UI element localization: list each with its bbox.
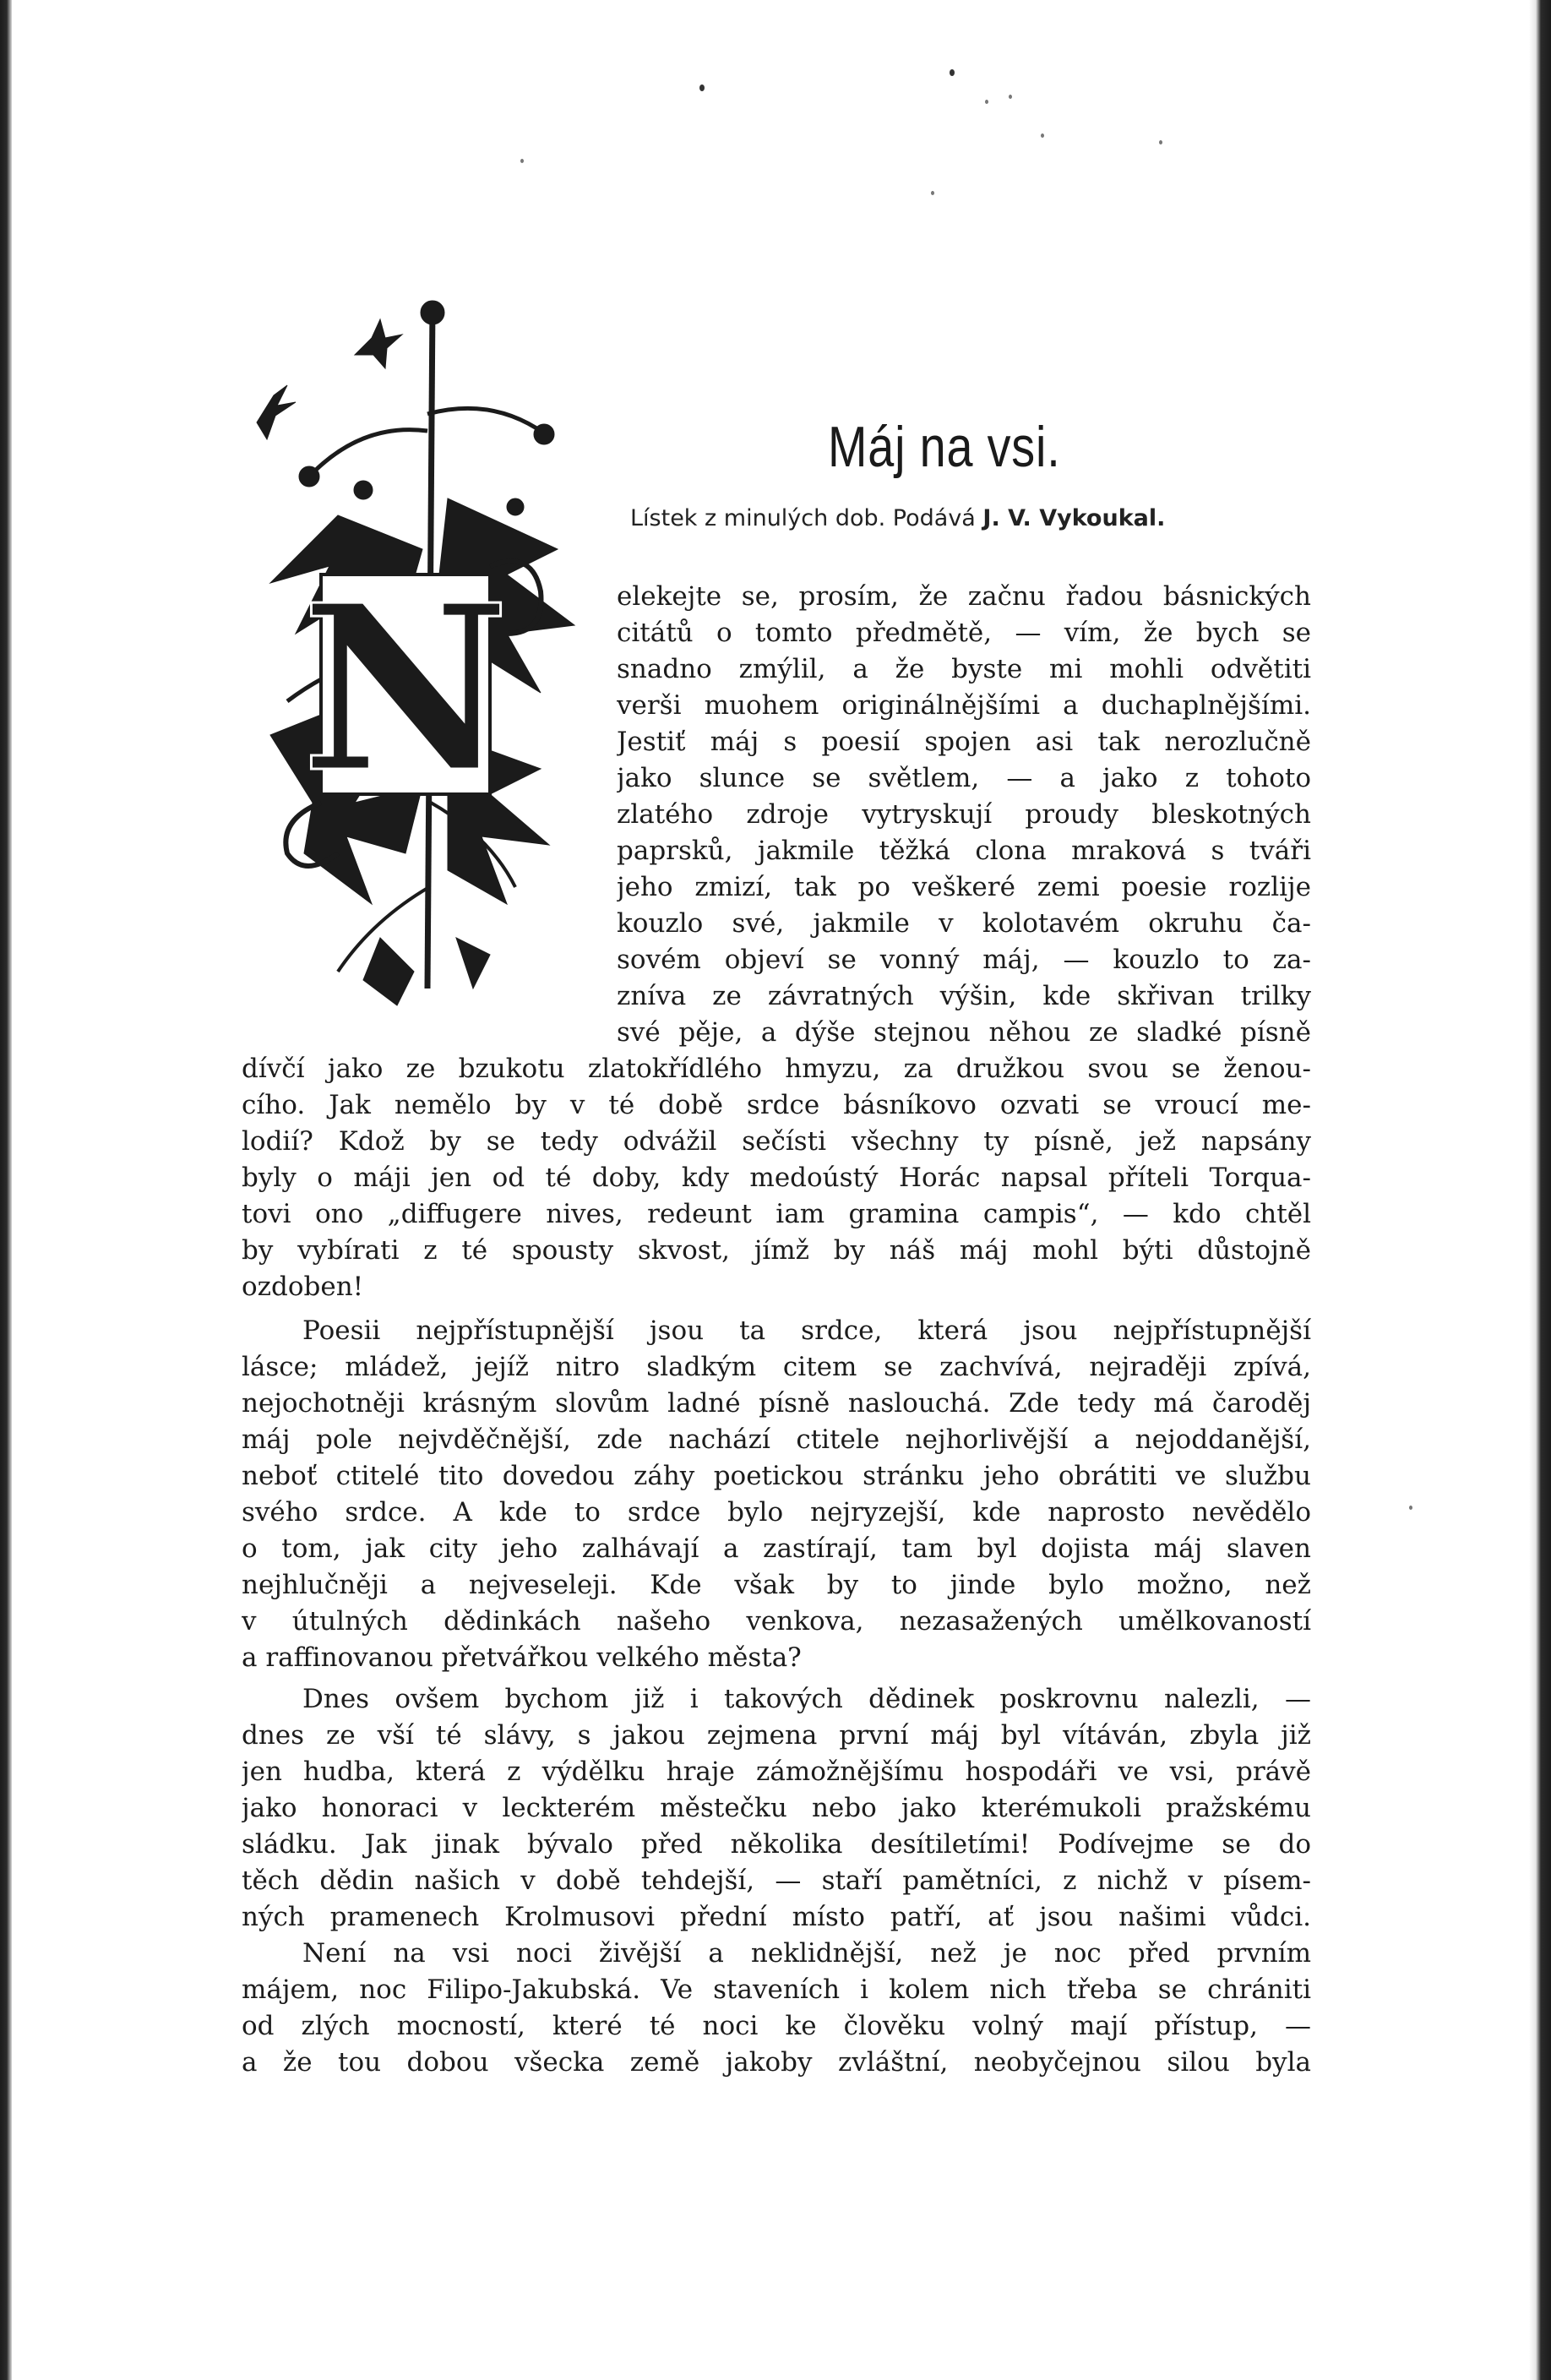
subtitle-prefix: Lístek z minulých dob. Podává [630,505,983,531]
text-line: dívčí jako ze bzukotu zlatokřídlého hmyzu, za družkou svou se ženou- [242,1054,1311,1084]
text-line: dnes ze vší té slávy, s jakou zejmena první máj byl vítáván, zbyla již [242,1720,1311,1751]
text-line: o tom, jak city jeho zalhávají a zastírají, tam byl dojista máj slaven [242,1533,1311,1564]
text-line: sládku. Jak jinak bývalo před několika desítiletími! Podívejme se do [242,1829,1311,1860]
text-line: v útulných dědinkách našeho venkova, nezasažených umělkovaností [242,1606,1311,1637]
text-line: od zlých mocností, které té noci ke člověku volný mají přístup, — [242,2011,1311,2041]
text-line: lodií? Kdož by se tedy odvážil sečísti všechny ty písně, jež napsány [242,1126,1311,1157]
text-line: Není na vsi noci živější a neklidnější, než je noc před prvním [302,1938,1311,1969]
text-line: elekejte se, prosím, že začnu řadou básnických [617,581,1311,612]
text-line: nejochotněji krásným slovům ladné písně naslouchá. Zde tedy má čaroděj [242,1388,1311,1419]
text-line: svého srdce. A kde to srdce bylo nejryzejší, kde naprosto nevědělo [242,1497,1311,1528]
text-line: jeho zmizí, tak po veškeré zemi poesie rozlije [617,872,1311,902]
text-line: byly o máji jen od té doby, kdy medoústý Horác napsal příteli Torqua- [242,1163,1311,1193]
text-line: snadno zmýlil, a že byste mi mohli odvětiti [617,654,1311,684]
text-line: cího. Jak nemělo by v té době srdce básníkovo ozvati se vroucí me- [242,1090,1311,1120]
text-line: Jestiť máj s poesií spojen asi tak nerozlučně [617,727,1311,757]
text-line: jen hudba, která z výdělku hraje zámožnějšímu hospodáři ve vsi, právě [242,1756,1311,1787]
text-line: citátů o tomto předmětě, — vím, že bych se [617,618,1311,648]
text-line: nejhlučněji a nejveseleji. Kde však by to jinde bylo možno, než [242,1570,1311,1600]
text-line: lásce; mládež, jejíž nitro sladkým citem se zachvívá, nejraději zpívá, [242,1352,1311,1382]
text-line: a že tou dobou všecka země jakoby zvláštní, neobyčejnou silou byla [242,2047,1311,2078]
text-line: Poesii nejpřístupnější jsou ta srdce, která jsou nejpřístupnější [302,1315,1311,1346]
text-line: a raffinovanou přetvářkou velkého města? [242,1642,802,1673]
text-line: těch dědin našich v době tehdejší, — staří pamětníci, z nichž v písem- [242,1865,1311,1896]
text-line: máj pole nejvděčnější, zde nachází ctitele nejhorlivější a nejoddanější, [242,1424,1311,1455]
text-line: verši muohem originálnějšími a duchaplnějšími. [617,690,1311,721]
text-line: Dnes ovšem bychom již i takových dědinek poskrovnu nalezli, — [302,1684,1311,1714]
subtitle-author: J. V. Vykoukal. [982,505,1166,531]
text-line: zníva ze závratných výšin, kde skřivan trilky [617,981,1311,1011]
text-line: jako slunce se světlem, — a jako z tohoto [617,763,1311,793]
text-line: ozdoben! [242,1272,364,1302]
text-line: ných pramenech Krolmusovi přední místo patří, ať jsou našimi vůdci. [242,1902,1311,1932]
text-line: paprsků, jakmile těžká clona mraková s tváři [617,836,1311,866]
text-line: jako honoraci v leckterém městečku nebo jako kterémukoli pražskému [242,1793,1311,1823]
text-line: své pěje, a dýše stejnou něhou ze sladké písně [617,1017,1311,1048]
text-line: neboť ctitelé tito dovedou záhy poetickou stránku jeho obrátiti ve službu [242,1461,1311,1491]
text-line: tovi ono „diffugere nives, redeunt iam gramina campis“, — kdo chtěl [242,1199,1311,1229]
text-line: sovém objeví se vonný máj, — kouzlo to za- [617,945,1311,975]
text-line: zlatého zdroje vytryskují proudy bleskotných [617,799,1311,830]
article-title: Máj na vsi. [828,415,1061,479]
text-line: májem, noc Filipo-Jakubská. Ve staveních i kolem nich třeba se chrániti [242,1974,1311,2005]
text-line: by vybírati z té spousty skvost, jímž by náš máj mohl býti důstojně [242,1235,1311,1266]
text-line: kouzlo své, jakmile v kolotavém okruhu ča- [617,908,1311,939]
svg-text:N: N [301,554,510,823]
